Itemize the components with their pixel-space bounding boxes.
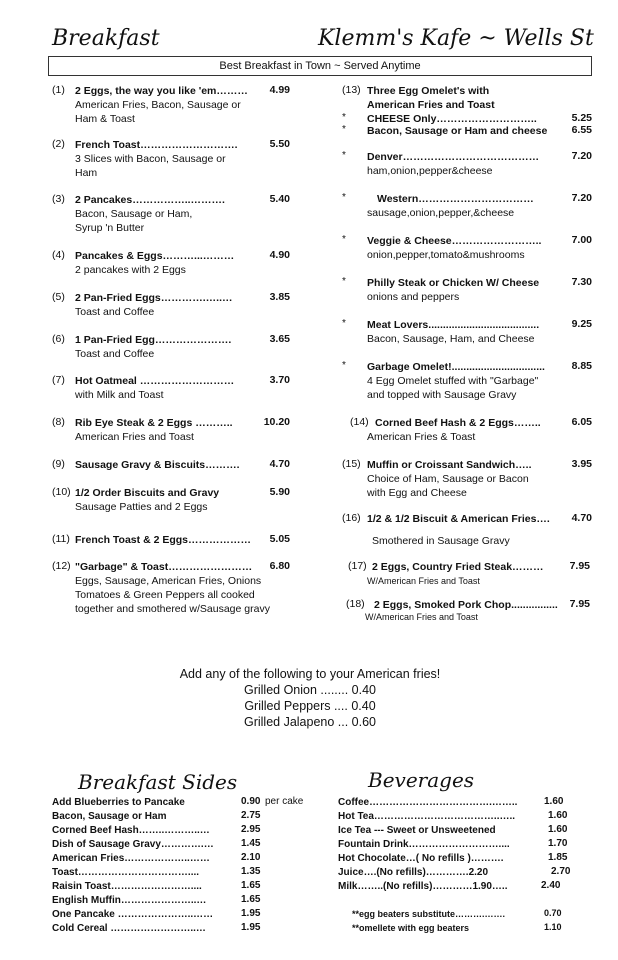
item-desc: with Egg and Cheese <box>367 487 467 499</box>
side-price: 1.65 <box>241 894 261 905</box>
item-number: (15) <box>342 458 361 470</box>
beverage-name: Ice Tea --- Sweet or Unsweetened <box>338 825 496 836</box>
item-desc: Ham & Toast <box>75 113 135 125</box>
item-price: 4.70 <box>269 458 290 470</box>
item-price: 3.65 <box>269 333 290 345</box>
bullet: * <box>342 112 346 123</box>
beverage-note: **omellete with egg beaters <box>352 923 470 933</box>
item-desc: American Fries & Toast <box>367 431 476 443</box>
item-desc: 2 pancakes with 2 Eggs <box>75 264 186 276</box>
side-name: Dish of Sausage Gravy………….… <box>52 839 214 850</box>
item-number: (1) <box>52 84 65 96</box>
tagline-banner: Best Breakfast in Town ~ Served Anytime <box>48 56 592 76</box>
side-name: Cold Cereal ……………………..… <box>52 923 206 934</box>
addon-item: Grilled Onion ........ 0.40 <box>243 683 376 697</box>
side-price: 1.35 <box>241 866 261 877</box>
item-desc: W/American Fries and Toast <box>367 576 480 586</box>
item-name: Denver………………………………… <box>367 151 540 163</box>
omelet-heading: Three Egg Omelet's with <box>367 85 490 97</box>
bullet: * <box>342 234 346 245</box>
side-name: Corned Beef Hash……..………..… <box>52 825 210 836</box>
item-desc: sausage,onion,pepper,&cheese <box>367 207 515 219</box>
addons-section <box>150 666 470 730</box>
item-name: "Garbage" & Toast…………………… <box>75 561 253 573</box>
item-price: 6.55 <box>571 124 592 136</box>
bullet: * <box>342 150 346 161</box>
side-name: Toast…………………………….... <box>52 867 200 878</box>
item-number: (6) <box>52 333 65 345</box>
item-number: (9) <box>52 458 65 470</box>
item-number: (12) <box>52 560 71 572</box>
item-desc: American Fries, Bacon, Sausage or <box>75 99 241 111</box>
item-price: 7.20 <box>571 150 592 162</box>
item-name: Bacon, Sausage or Ham and cheese <box>367 125 548 137</box>
item-price: 5.25 <box>571 112 592 124</box>
item-name: Western…………………………… <box>377 193 534 205</box>
item-name: Hot Oatmeal ……………………… <box>75 375 235 387</box>
item-number: (2) <box>52 138 65 150</box>
item-number: (8) <box>52 416 65 428</box>
side-name: Raisin Toast…………………….... <box>52 881 202 892</box>
item-number: (14) <box>350 416 369 428</box>
side-note: per cake <box>265 796 304 807</box>
item-price: 3.70 <box>269 374 290 386</box>
item-price: 9.25 <box>571 318 592 330</box>
beverage-price: 1.60 <box>544 796 564 807</box>
item-desc: Smothered in Sausage Gravy <box>372 535 510 547</box>
item-desc: Syrup 'n Butter <box>75 222 145 234</box>
beverage-name: Fountain Drink……………………….... <box>338 839 510 850</box>
item-desc: Tomatoes & Green Peppers all cooked <box>75 589 255 601</box>
item-desc: Ham <box>75 167 98 179</box>
bullet: * <box>342 276 346 287</box>
item-desc: Eggs, Sausage, American Fries, Onions <box>75 575 262 587</box>
item-price: 7.95 <box>569 560 590 572</box>
beverage-price: 1.85 <box>548 852 568 863</box>
item-name: 1/2 Order Biscuits and Gravy <box>75 487 220 499</box>
item-price: 7.20 <box>571 192 592 204</box>
item-name: 2 Pancakes……………..………. <box>75 194 225 206</box>
item-name: Corned Beef Hash & 2 Eggs…….. <box>375 417 541 429</box>
item-price: 10.20 <box>263 416 290 428</box>
bullet: * <box>342 318 346 329</box>
item-name: Garbage Omelet!................................ <box>367 361 545 373</box>
item-name: French Toast & 2 Eggs……………… <box>75 534 251 546</box>
side-name: American Fries………………..…… <box>52 853 210 864</box>
item-price: 6.80 <box>269 560 290 572</box>
item-number: (13) <box>342 84 361 96</box>
beverage-price: 2.40 <box>541 880 561 891</box>
item-price: 4.70 <box>571 512 592 524</box>
side-price: 1.65 <box>241 880 261 891</box>
item-name: Veggie & Cheese…………………….. <box>367 235 542 247</box>
item-name: Sausage Gravy & Biscuits………. <box>75 459 240 471</box>
item-name: 2 Pan-Fried Eggs………….…..… <box>75 292 233 304</box>
item-desc: Bacon, Sausage, Ham, and Cheese <box>367 333 535 345</box>
item-desc: 3 Slices with Bacon, Sausage or <box>75 153 226 165</box>
beverage-name: Milk……..(No refills)…………1.90….. <box>338 881 508 892</box>
side-price: 1.45 <box>241 838 261 849</box>
beverages-title: Beverages <box>368 768 475 792</box>
item-price: 5.90 <box>269 486 290 498</box>
item-price: 7.30 <box>571 276 592 288</box>
beverage-name: Coffee……………………………….…….. <box>338 797 518 808</box>
side-name: Add Blueberries to Pancake <box>52 797 185 808</box>
side-name: Bacon, Sausage or Ham <box>52 811 167 822</box>
addons-intro: Add any of the following to your American fries! <box>179 667 441 681</box>
beverage-name: Juice….(No refills)………….2.20 <box>338 867 489 878</box>
item-name: 2 Eggs, Smoked Pork Chop................ <box>374 599 558 611</box>
item-desc: onion,pepper,tomato&mushrooms <box>367 249 525 261</box>
item-desc: Toast and Coffee <box>75 348 155 360</box>
item-price: 3.85 <box>269 291 290 303</box>
item-desc: W/American Fries and Toast <box>365 612 478 622</box>
side-price: 2.95 <box>241 824 261 835</box>
item-desc: and topped with Sausage Gravy <box>367 389 517 401</box>
item-desc: with Milk and Toast <box>75 389 164 401</box>
item-price: 7.00 <box>571 234 592 246</box>
beverage-note-price: 0.70 <box>544 908 562 918</box>
bullet: * <box>342 192 346 203</box>
beverage-note-price: 1.10 <box>544 922 562 932</box>
side-price: 2.10 <box>241 852 261 863</box>
item-price: 8.85 <box>571 360 592 372</box>
beverage-price: 1.60 <box>548 810 568 821</box>
side-name: One Pancake …………………..…… <box>52 909 214 920</box>
item-number: (4) <box>52 249 65 261</box>
side-price: 0.90 <box>241 796 261 807</box>
item-desc: ham,onion,pepper&cheese <box>367 165 493 177</box>
item-desc: onions and peppers <box>367 291 460 303</box>
item-price: 6.05 <box>571 416 592 428</box>
item-name: French Toast………………………. <box>75 139 238 151</box>
item-desc: Bacon, Sausage or Ham, <box>75 208 193 220</box>
item-number: (17) <box>348 560 367 572</box>
side-name: English Muffin…………………..… <box>52 895 207 906</box>
item-number: (11) <box>52 533 70 545</box>
addon-item: Grilled Peppers .... 0.40 <box>244 699 376 713</box>
item-desc: together and smothered w/Sausage gravy <box>75 603 270 615</box>
item-price: 4.99 <box>269 84 290 96</box>
item-price: 3.95 <box>571 458 592 470</box>
item-price: 5.05 <box>269 533 290 545</box>
item-name: Muffin or Croissant Sandwich….. <box>367 459 532 471</box>
item-number: (3) <box>52 193 65 205</box>
item-name: 2 Eggs, Country Fried Steak……… <box>372 561 544 573</box>
bullet: * <box>342 124 346 135</box>
beverage-price: 2.70 <box>551 866 571 877</box>
item-desc: American Fries and Toast <box>75 431 194 443</box>
item-number: (18) <box>346 598 365 610</box>
item-number: (5) <box>52 291 65 303</box>
item-name: Meat Lovers...................................... <box>367 319 540 331</box>
omelet-heading: American Fries and Toast <box>367 99 495 111</box>
item-desc: 4 Egg Omelet stuffed with "Garbage" <box>367 375 539 387</box>
beverage-price: 1.60 <box>548 824 568 835</box>
item-name: 1 Pan-Fried Egg…………………. <box>75 334 232 346</box>
item-number: (7) <box>52 374 65 386</box>
breakfast-title: Breakfast <box>52 26 160 51</box>
sides-title: Breakfast Sides <box>78 770 238 794</box>
beverage-price: 1.70 <box>548 838 568 849</box>
side-price: 2.75 <box>241 810 261 821</box>
bullet: * <box>342 360 346 371</box>
item-name: Rib Eye Steak & 2 Eggs ……….. <box>75 417 233 429</box>
item-price: 7.95 <box>569 598 590 610</box>
item-name: 1/2 & 1/2 Biscuit & American Fries…. <box>367 513 550 525</box>
item-price: 5.40 <box>269 193 290 205</box>
item-desc: Toast and Coffee <box>75 306 155 318</box>
side-price: 1.95 <box>241 908 261 919</box>
item-number: (16) <box>342 512 361 524</box>
item-price: 4.90 <box>269 249 290 261</box>
side-price: 1.95 <box>241 922 261 933</box>
item-price: 5.50 <box>269 138 290 150</box>
item-name: CHEESE Only……………………….. <box>367 113 537 125</box>
item-name: Philly Steak or Chicken W/ Cheese <box>367 277 540 289</box>
item-name: 2 Eggs, the way you like 'em……… <box>75 85 248 97</box>
item-number: (10) <box>52 486 71 498</box>
addon-item: Grilled Jalapeno ... 0.60 <box>243 715 377 729</box>
restaurant-title: Klemm's Kafe ~ Wells St <box>318 26 594 51</box>
beverage-name: Hot Tea………………………………..….. <box>338 811 516 822</box>
item-desc: Choice of Ham, Sausage or Bacon <box>367 473 529 485</box>
beverage-note: **egg beaters substitute……….……. <box>352 909 506 919</box>
item-name: Pancakes & Eggs………...……… <box>75 250 235 262</box>
item-desc: Sausage Patties and 2 Eggs <box>75 501 208 513</box>
beverage-name: Hot Chocolate…( No refills )………. <box>338 853 504 864</box>
